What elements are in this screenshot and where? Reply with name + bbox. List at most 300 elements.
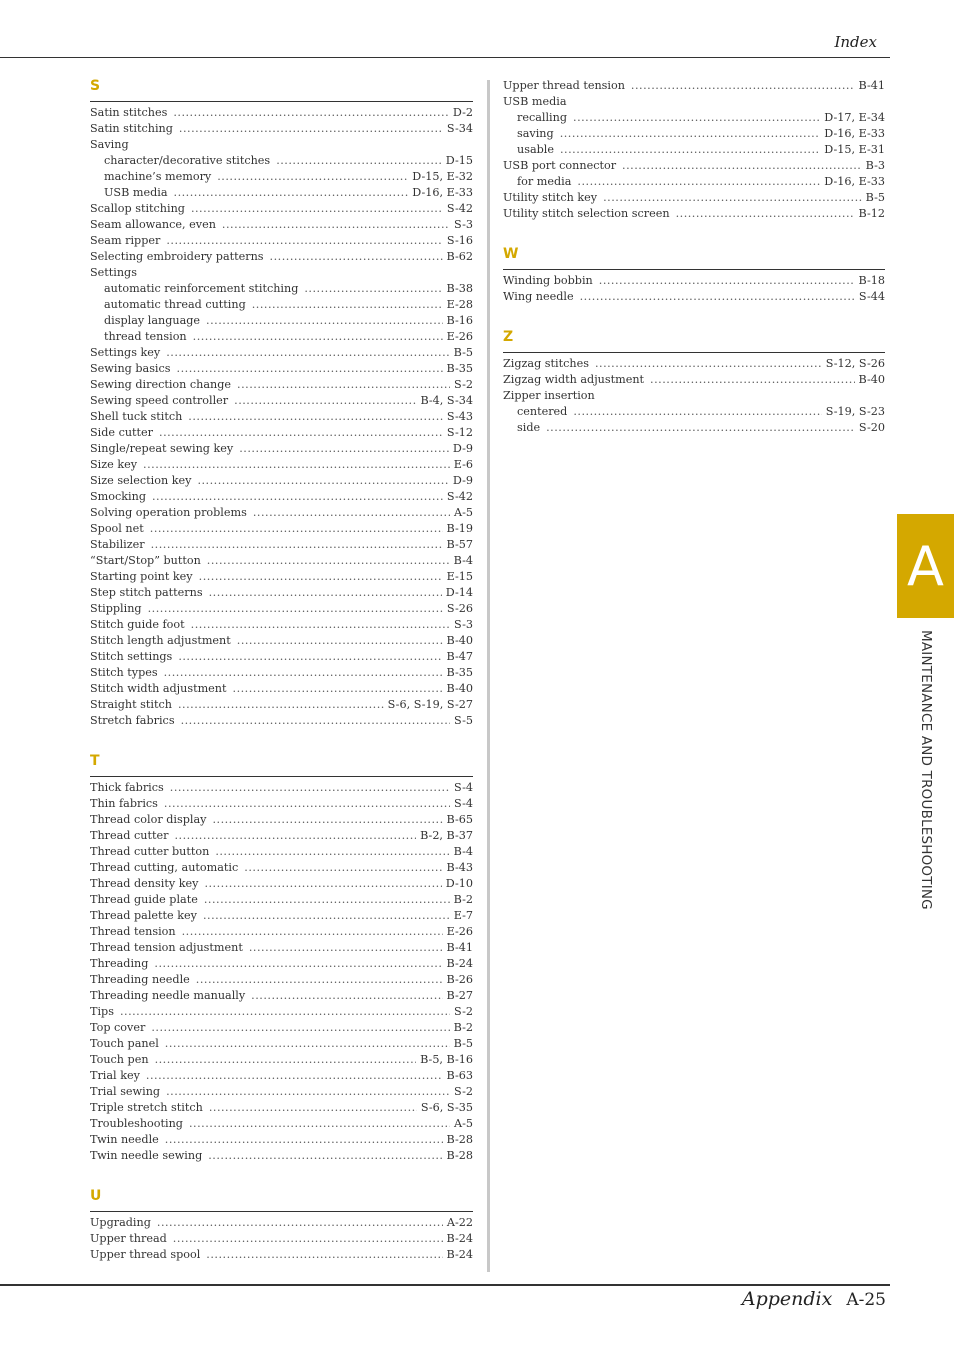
- index-entry: [90, 1068, 473, 1084]
- entry-term: Solving operation problems: [90, 506, 247, 519]
- dot-leader: [603, 190, 862, 206]
- entry-term: Touch panel: [90, 1037, 159, 1050]
- entry-page-refs: B-18: [858, 274, 885, 287]
- entry-term: USB port connector: [503, 159, 617, 172]
- entry-term: Step stitch patterns: [90, 586, 203, 599]
- dot-leader: [252, 297, 443, 313]
- dot-leader: [573, 110, 820, 126]
- dot-leader: [143, 457, 450, 473]
- chapter-tab-label-wrap: [893, 630, 954, 943]
- index-entry: [90, 521, 473, 537]
- dot-leader: [573, 404, 821, 420]
- entry-page-refs: B-41: [446, 941, 473, 954]
- index-entry: [90, 425, 473, 441]
- index-entry: [90, 537, 473, 553]
- index-entry: [90, 1132, 473, 1148]
- dot-leader: [560, 126, 821, 142]
- index-entry: [90, 137, 473, 153]
- dot-leader: [164, 665, 443, 681]
- dot-leader: [676, 206, 855, 222]
- dot-leader: [173, 105, 449, 121]
- entry-page-refs: S-42: [446, 202, 473, 215]
- dot-leader: [233, 681, 443, 697]
- entry-term: USB media: [104, 186, 168, 199]
- index-entry: [90, 1100, 473, 1116]
- index-entry: [90, 265, 473, 281]
- entry-term: Trial key: [90, 1069, 140, 1082]
- entry-page-refs: B-19: [446, 522, 473, 535]
- entry-term: Single/repeat sewing key: [90, 442, 234, 455]
- entry-page-refs: D-17, E-34: [824, 111, 885, 124]
- index-entry: [503, 158, 885, 174]
- index-entry: [90, 860, 473, 876]
- dot-leader: [164, 796, 450, 812]
- dot-leader: [631, 78, 855, 94]
- entry-page-refs: B-16: [446, 314, 473, 327]
- entry-page-refs: E-15: [446, 570, 473, 583]
- entry-term: Stitch types: [90, 666, 158, 679]
- entry-page-refs: B-65: [446, 813, 473, 826]
- entry-term: Size key: [90, 458, 138, 471]
- dot-leader: [179, 121, 443, 137]
- dot-leader: [212, 812, 442, 828]
- entry-term: Utility stitch key: [503, 191, 598, 204]
- column-divider: [487, 80, 490, 1272]
- dot-leader: [595, 356, 822, 372]
- index-entry: [90, 1004, 473, 1020]
- entry-term: display language: [104, 314, 201, 327]
- entry-page-refs: B-28: [446, 1133, 473, 1146]
- dot-leader: [560, 142, 820, 158]
- entry-term: Twin needle: [90, 1133, 159, 1146]
- index-entry: [503, 372, 885, 388]
- dot-leader: [199, 569, 443, 585]
- dot-leader: [174, 185, 409, 201]
- entry-page-refs: B-38: [446, 282, 473, 295]
- entry-page-refs: B-40: [858, 373, 885, 386]
- entry-term: Upper thread tension: [503, 79, 625, 92]
- entry-term: Starting point key: [90, 570, 193, 583]
- entry-term: Thread cutting, automatic: [90, 861, 239, 874]
- entry-term: Trial sewing: [90, 1085, 161, 1098]
- index-entry: [503, 206, 885, 222]
- entry-term: Upper thread spool: [90, 1248, 201, 1261]
- entry-term: Straight stitch: [90, 698, 172, 711]
- dot-leader: [151, 1020, 449, 1036]
- dot-leader: [217, 169, 408, 185]
- section-letter: W: [503, 246, 519, 262]
- index-subentry: [90, 153, 473, 169]
- dot-leader: [174, 828, 416, 844]
- entry-page-refs: B-5: [453, 1037, 473, 1050]
- entry-page-refs: B-24: [446, 1232, 473, 1245]
- entry-page-refs: S-19, S-23: [825, 405, 885, 418]
- dot-leader: [622, 158, 862, 174]
- entry-page-refs: S-6, S-35: [420, 1101, 473, 1114]
- dot-leader: [599, 273, 855, 289]
- index-entry: [90, 121, 473, 137]
- dot-leader: [244, 860, 442, 876]
- entry-term: Thread guide plate: [90, 893, 198, 906]
- footer-rule: [0, 1284, 890, 1286]
- entry-page-refs: B-26: [446, 973, 473, 986]
- index-entry: [503, 289, 885, 305]
- index-subentry: [90, 329, 473, 345]
- index-entry: [503, 190, 885, 206]
- section-gap: [503, 305, 885, 327]
- entry-page-refs: B-12: [858, 207, 885, 220]
- dot-leader: [170, 780, 450, 796]
- entry-page-refs: S-34: [446, 122, 473, 135]
- index-subentry: [503, 404, 885, 420]
- dot-leader: [546, 420, 855, 436]
- index-entry: [90, 1036, 473, 1052]
- entry-page-refs: E-7: [453, 909, 473, 922]
- index-entry: [90, 1084, 473, 1100]
- dot-leader: [166, 1084, 450, 1100]
- entry-term: Shell tuck stitch: [90, 410, 183, 423]
- index-column-left: [90, 76, 473, 1263]
- index-entry: [90, 409, 473, 425]
- index-entry: [90, 972, 473, 988]
- entry-page-refs: D-2: [452, 106, 473, 119]
- entry-page-refs: B-40: [446, 634, 473, 647]
- entry-term: Threading: [90, 957, 149, 970]
- entry-term: Troubleshooting: [90, 1117, 183, 1130]
- chapter-tab-letter: A: [907, 534, 944, 598]
- dot-leader: [165, 1132, 443, 1148]
- index-entry: [90, 233, 473, 249]
- entry-term: Thread cutter: [90, 829, 169, 842]
- dot-leader: [189, 1116, 450, 1132]
- entry-page-refs: S-5: [454, 714, 473, 727]
- entry-term: Settings key: [90, 346, 161, 359]
- entry-term: Thread color display: [90, 813, 207, 826]
- entry-page-refs: S-3: [454, 218, 473, 231]
- index-entry: [90, 713, 473, 729]
- index-entry: [90, 1231, 473, 1247]
- dot-leader: [204, 876, 441, 892]
- dot-leader: [166, 233, 443, 249]
- entry-page-refs: B-5, B-16: [420, 1053, 473, 1066]
- index-column-right: [503, 78, 885, 436]
- entry-page-refs: B-3: [865, 159, 885, 172]
- section-rule: [90, 101, 473, 102]
- dot-leader: [151, 537, 443, 553]
- entry-term: Zigzag stitches: [503, 357, 589, 370]
- dot-leader: [206, 313, 443, 329]
- entry-term: automatic reinforcement stitching: [104, 282, 299, 295]
- index-entry: [503, 94, 885, 110]
- entry-page-refs: D-9: [452, 474, 473, 487]
- entry-term: Threading needle manually: [90, 989, 246, 1002]
- dot-leader: [157, 1215, 443, 1231]
- entry-term: Stitch guide foot: [90, 618, 185, 631]
- index-entry: [90, 1148, 473, 1164]
- entry-term: Utility stitch selection screen: [503, 207, 670, 220]
- entry-page-refs: S-4: [454, 781, 473, 794]
- entry-term: Stitch settings: [90, 650, 173, 663]
- entry-term: Smocking: [90, 490, 146, 503]
- dot-leader: [120, 1004, 450, 1020]
- entry-term: character/decorative stitches: [104, 154, 271, 167]
- entry-page-refs: D-16, E-33: [824, 175, 885, 188]
- entry-page-refs: D-15: [445, 154, 473, 167]
- dot-leader: [178, 649, 442, 665]
- index-entry: [90, 697, 473, 713]
- dot-leader: [165, 1036, 450, 1052]
- index-entry: [90, 892, 473, 908]
- entry-page-refs: B-57: [446, 538, 473, 551]
- section-rule: [503, 352, 885, 353]
- dot-leader: [209, 1100, 417, 1116]
- index-subentry: [90, 297, 473, 313]
- entry-page-refs: D-15, E-32: [412, 170, 473, 183]
- entry-page-refs: E-26: [446, 925, 473, 938]
- dot-leader: [188, 409, 443, 425]
- index-entry: [90, 988, 473, 1004]
- index-entry: [90, 377, 473, 393]
- index-entry: [90, 217, 473, 233]
- entry-term: Thread density key: [90, 877, 199, 890]
- index-entry: [90, 585, 473, 601]
- section-letter: Z: [503, 329, 514, 345]
- index-entry: [90, 553, 473, 569]
- dot-leader: [166, 345, 449, 361]
- entry-term: Wing needle: [503, 290, 574, 303]
- entry-page-refs: D-14: [445, 586, 473, 599]
- entry-term: Satin stitches: [90, 106, 168, 119]
- entry-term: Seam ripper: [90, 234, 161, 247]
- entry-term: Threading needle: [90, 973, 190, 986]
- index-subentry: [503, 420, 885, 436]
- dot-leader: [154, 956, 442, 972]
- dot-leader: [177, 361, 443, 377]
- entry-term: Sewing basics: [90, 362, 171, 375]
- entry-term: Spool net: [90, 522, 144, 535]
- index-entry: [90, 681, 473, 697]
- entry-term: Touch pen: [90, 1053, 149, 1066]
- entry-page-refs: B-62: [446, 250, 473, 263]
- index-entry: [90, 1020, 473, 1036]
- header-rule: [0, 57, 890, 58]
- entry-page-refs: B-2, B-37: [420, 829, 473, 842]
- entry-term: Stretch fabrics: [90, 714, 175, 727]
- footer-page-number: A-25: [846, 1290, 886, 1310]
- index-entry: [90, 345, 473, 361]
- dot-leader: [193, 329, 443, 345]
- dot-leader: [146, 1068, 443, 1084]
- dot-leader: [222, 217, 450, 233]
- entry-page-refs: B-4: [453, 554, 473, 567]
- entry-page-refs: B-4: [453, 845, 473, 858]
- entry-page-refs: S-44: [858, 290, 885, 303]
- index-entry: [90, 780, 473, 796]
- entry-term: Satin stitching: [90, 122, 173, 135]
- entry-term: Thick fabrics: [90, 781, 164, 794]
- index-entry: [90, 601, 473, 617]
- entry-page-refs: A-22: [446, 1216, 473, 1229]
- dot-leader: [304, 281, 442, 297]
- dot-leader: [178, 697, 384, 713]
- dot-leader: [650, 372, 855, 388]
- entry-term: thread tension: [104, 330, 187, 343]
- dot-leader: [182, 924, 443, 940]
- entry-term: Stabilizer: [90, 538, 145, 551]
- chapter-tab[interactable]: [897, 514, 954, 618]
- entry-page-refs: S-2: [454, 1005, 473, 1018]
- section-rule: [503, 269, 885, 270]
- entry-term: usable: [517, 143, 554, 156]
- dot-leader: [152, 489, 443, 505]
- index-entry: [90, 473, 473, 489]
- entry-page-refs: E-26: [446, 330, 473, 343]
- index-entry: [90, 617, 473, 633]
- dot-leader: [203, 908, 450, 924]
- entry-page-refs: B-2: [453, 1021, 473, 1034]
- index-entry: [90, 633, 473, 649]
- entry-page-refs: B-41: [858, 79, 885, 92]
- entry-term: Stitch width adjustment: [90, 682, 227, 695]
- entry-term: recalling: [517, 111, 568, 124]
- section-rule: [90, 776, 473, 777]
- index-subentry: [503, 126, 885, 142]
- entry-page-refs: A-5: [454, 506, 473, 519]
- index-entry: [90, 649, 473, 665]
- entry-page-refs: S-4: [454, 797, 473, 810]
- entry-page-refs: B-35: [446, 362, 473, 375]
- entry-page-refs: E-28: [446, 298, 473, 311]
- entry-term: “Start/Stop” button: [90, 554, 201, 567]
- dot-leader: [253, 505, 450, 521]
- entry-term: Thread cutter button: [90, 845, 210, 858]
- section-gap: [503, 222, 885, 244]
- entry-term: Thread tension adjustment: [90, 941, 243, 954]
- entry-term: Upgrading: [90, 1216, 151, 1229]
- entry-term: Sewing direction change: [90, 378, 232, 391]
- entry-page-refs: D-10: [445, 877, 473, 890]
- dot-leader: [249, 940, 443, 956]
- entry-term: Winding bobbin: [503, 274, 593, 287]
- dot-leader: [276, 153, 442, 169]
- index-entry: [90, 505, 473, 521]
- dot-leader: [251, 988, 442, 1004]
- index-entry: [90, 908, 473, 924]
- entry-page-refs: B-35: [446, 666, 473, 679]
- entry-page-refs: B-5: [865, 191, 885, 204]
- footer-section-title: Appendix: [741, 1288, 833, 1310]
- entry-page-refs: B-24: [446, 957, 473, 970]
- entry-page-refs: S-16: [446, 234, 473, 247]
- section-gap: [90, 1164, 473, 1186]
- index-entry: [90, 828, 473, 844]
- entry-term: Scallop stitching: [90, 202, 185, 215]
- dot-leader: [155, 1052, 417, 1068]
- entry-page-refs: S-43: [446, 410, 473, 423]
- section-rule: [90, 1211, 473, 1212]
- dot-leader: [150, 521, 443, 537]
- entry-term: Top cover: [90, 1021, 146, 1034]
- dot-leader: [191, 201, 443, 217]
- entry-page-refs: B-47: [446, 650, 473, 663]
- entry-page-refs: D-15, E-31: [824, 143, 885, 156]
- index-entry: [90, 489, 473, 505]
- entry-page-refs: S-12, S-26: [825, 357, 885, 370]
- entry-page-refs: A-5: [454, 1117, 473, 1130]
- index-subentry: [503, 174, 885, 190]
- section-letter: U: [90, 1188, 102, 1204]
- entry-page-refs: E-6: [453, 458, 473, 471]
- entry-page-refs: S-2: [454, 378, 473, 391]
- index-subentry: [90, 281, 473, 297]
- index-entry: [90, 249, 473, 265]
- dot-leader: [207, 553, 450, 569]
- chapter-tab-label: MAINTENANCE AND TROUBLESHOOTING: [918, 630, 934, 910]
- index-entry: [90, 1247, 473, 1263]
- dot-leader: [191, 617, 450, 633]
- section-letter: S: [90, 78, 101, 94]
- entry-page-refs: B-28: [446, 1149, 473, 1162]
- dot-leader: [577, 174, 820, 190]
- index-subentry: [503, 110, 885, 126]
- index-entry: [90, 796, 473, 812]
- dot-leader: [206, 1247, 442, 1263]
- dot-leader: [208, 1148, 442, 1164]
- index-entry: [90, 1116, 473, 1132]
- entry-page-refs: D-16, E-33: [824, 127, 885, 140]
- index-entry: [90, 393, 473, 409]
- entry-page-refs: B-4, S-34: [420, 394, 473, 407]
- page-footer: [742, 1288, 886, 1310]
- index-subentry: [90, 169, 473, 185]
- index-entry: [90, 844, 473, 860]
- section-gap: [90, 729, 473, 751]
- entry-term: Thread palette key: [90, 909, 197, 922]
- index-entry: [90, 361, 473, 377]
- entry-term: Tips: [90, 1005, 114, 1018]
- index-entry: [503, 78, 885, 94]
- entry-term: side: [517, 421, 541, 434]
- dot-leader: [270, 249, 443, 265]
- index-entry: [90, 105, 473, 121]
- dot-leader: [234, 393, 416, 409]
- entry-term: saving: [517, 127, 554, 140]
- entry-term: Triple stretch stitch: [90, 1101, 203, 1114]
- index-entry: [90, 956, 473, 972]
- entry-page-refs: S-2: [454, 1085, 473, 1098]
- entry-page-refs: S-26: [446, 602, 473, 615]
- entry-page-refs: S-3: [454, 618, 473, 631]
- entry-term: Twin needle sewing: [90, 1149, 203, 1162]
- dot-leader: [148, 601, 443, 617]
- dot-leader: [197, 473, 448, 489]
- dot-leader: [239, 441, 449, 457]
- dot-leader: [181, 713, 450, 729]
- dot-leader: [196, 972, 443, 988]
- entry-page-refs: S-20: [858, 421, 885, 434]
- section-letter: T: [90, 753, 100, 769]
- index-entry: [90, 665, 473, 681]
- index-entry: [90, 924, 473, 940]
- entry-page-refs: D-16, E-33: [412, 186, 473, 199]
- entry-page-refs: S-42: [446, 490, 473, 503]
- entry-term: Zigzag width adjustment: [503, 373, 645, 386]
- entry-term: Side cutter: [90, 426, 154, 439]
- entry-term: Stitch length adjustment: [90, 634, 231, 647]
- entry-term: Upper thread: [90, 1232, 167, 1245]
- entry-term: Saving: [90, 138, 129, 151]
- index-entry: [503, 356, 885, 372]
